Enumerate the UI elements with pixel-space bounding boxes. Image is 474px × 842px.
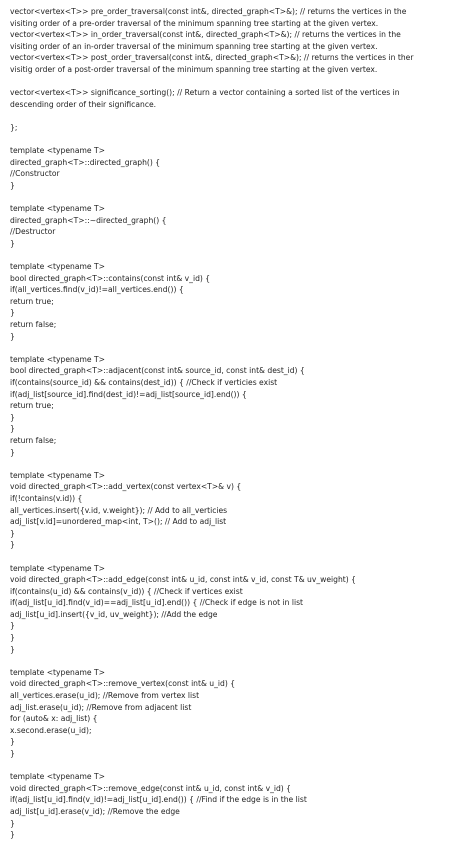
code-line: } — [10, 818, 15, 828]
code-line: vector<vertex<T>> pre_order_traversal(const int&, directed_graph<T>&); // returns the vertices in the — [10, 7, 407, 16]
code-line: if(!contains(v.id)) { — [10, 493, 83, 503]
code-line: } — [10, 621, 15, 631]
code-line: return true; — [10, 296, 54, 306]
code-block — [10, 122, 464, 134]
code-block — [10, 771, 464, 841]
code-line: if(adj_list[source_id].find(dest_id)!=adj_list[source_id].end()) { — [10, 389, 247, 399]
code-line: } — [10, 308, 15, 318]
code-line: void directed_graph<T>::remove_edge(const int& u_id, const int& v_id) { — [10, 783, 292, 793]
blank-line — [10, 655, 464, 667]
code-line: } — [10, 447, 15, 457]
code-line: template <typename T> — [10, 470, 105, 480]
code-line: template <typename T> — [10, 563, 105, 573]
code-line: return false; — [10, 435, 57, 445]
code-line: descending order of their significance. — [10, 99, 157, 109]
code-line: void directed_graph<T>::remove_vertex(const int& u_id) { — [10, 679, 236, 689]
code-line: visitig order of a post-order traversal of the minimum spanning tree starting at the given vertex. — [10, 64, 378, 74]
code-block — [10, 354, 464, 458]
code-line: template <typename T> — [10, 204, 105, 214]
code-line: if(adj_list[u_id].find(v_id)!=adj_list[u_id].end()) { //Find if the edge is in the list — [10, 795, 307, 805]
code-line: } — [10, 424, 15, 434]
code-line: for (auto& x: adj_list) { — [10, 714, 98, 724]
code-line: adj_list[u_id].erase(v_id); //Remove the edge — [10, 806, 180, 816]
blank-line — [10, 342, 464, 354]
code-line: template <typename T> — [10, 262, 105, 272]
code-block — [10, 563, 464, 656]
code-line: adj_list[v.id]=unordered_map<int, T>(); // Add to adj_list — [10, 517, 227, 527]
code-block — [10, 261, 464, 342]
code-line: } — [10, 528, 15, 538]
code-line: } — [10, 412, 15, 422]
code-line: return true; — [10, 401, 54, 411]
code-line: } — [10, 331, 15, 341]
code-line: all_vertices.insert({v.id, v.weight}); // Add to all_verticies — [10, 505, 228, 515]
blank-line — [10, 110, 464, 122]
code-line: void directed_graph<T>::add_edge(const int& u_id, const int& v_id, const T& uv_weight) { — [10, 575, 356, 585]
code-line: } — [10, 830, 15, 840]
code-line: vector<vertex<T>> significance_sorting(); // Return a vector containing a sorted list of the vertices in — [10, 88, 400, 98]
blank-line — [10, 458, 464, 470]
code-block — [10, 470, 464, 551]
code-line: x.second.erase(u_id); — [10, 725, 92, 735]
code-line: template <typename T> — [10, 772, 105, 782]
code-document — [10, 6, 464, 841]
blank-line — [10, 551, 464, 563]
code-line: } — [10, 633, 15, 643]
code-line: visiting order of a pre-order traversal of the minimum spanning tree starting at the given vertex. — [10, 18, 379, 28]
code-line: adj_list.erase(u_id); //Remove from adjacent list — [10, 702, 192, 712]
code-line: if(contains(u_id) && contains(v_id)) { //Check if vertices exist — [10, 586, 243, 596]
code-line: } — [10, 749, 15, 758]
code-line: } — [10, 238, 15, 248]
code-block — [10, 87, 464, 110]
code-line: } — [10, 540, 15, 550]
code-line: bool directed_graph<T>::adjacent(const int& source_id, const int& dest_id) { — [10, 366, 305, 376]
code-line: all_vertices.erase(u_id); //Remove from vertex list — [10, 691, 200, 701]
code-line: template <typename T> — [10, 667, 105, 677]
code-block — [10, 203, 464, 249]
code-line: //Constructor — [10, 169, 60, 179]
code-line: visiting order of an in-order traversal of the minimum spanning tree starting at the given vertex. — [10, 41, 378, 51]
code-line: void directed_graph<T>::add_vertex(const vertex<T>& v) { — [10, 482, 242, 492]
code-line: }; — [10, 122, 18, 132]
blank-line — [10, 192, 464, 204]
code-line: } — [10, 737, 15, 747]
blank-line — [10, 76, 464, 88]
code-line: vector<vertex<T>> in_order_traversal(const int&, directed_graph<T>&); // returns the vertices in the — [10, 30, 401, 40]
code-line: directed_graph<T>::~directed_graph() { — [10, 215, 167, 225]
code-line: adj_list[u_id].insert({v_id, uv_weight}); //Add the edge — [10, 609, 218, 619]
code-line: //Destructor — [10, 227, 56, 237]
blank-line — [10, 249, 464, 261]
blank-line — [10, 760, 464, 772]
code-line: if(contains(source_id) && contains(dest_id)) { //Check if verticies exist — [10, 378, 278, 387]
code-line: if(all_vertices.find(v_id)!=all_vertices.end()) { — [10, 285, 184, 295]
code-line: bool directed_graph<T>::contains(const int& v_id) { — [10, 273, 211, 283]
code-line: return false; — [10, 320, 57, 330]
code-block — [10, 667, 464, 760]
code-line: vector<vertex<T>> post_order_traversal(const int&, directed_graph<T>&); // returns the vertices in ther — [10, 53, 414, 63]
code-line: } — [10, 180, 15, 190]
code-line: } — [10, 644, 15, 654]
code-line: directed_graph<T>::directed_graph() { — [10, 157, 161, 167]
code-line: template <typename T> — [10, 354, 105, 364]
code-block — [10, 145, 464, 191]
blank-line — [10, 134, 464, 146]
code-block — [10, 6, 464, 76]
code-line: template <typename T> — [10, 146, 105, 156]
code-line: if(adj_list[u_id].find(v_id)==adj_list[u_id].end()) { //Check if edge is not in list — [10, 598, 304, 608]
